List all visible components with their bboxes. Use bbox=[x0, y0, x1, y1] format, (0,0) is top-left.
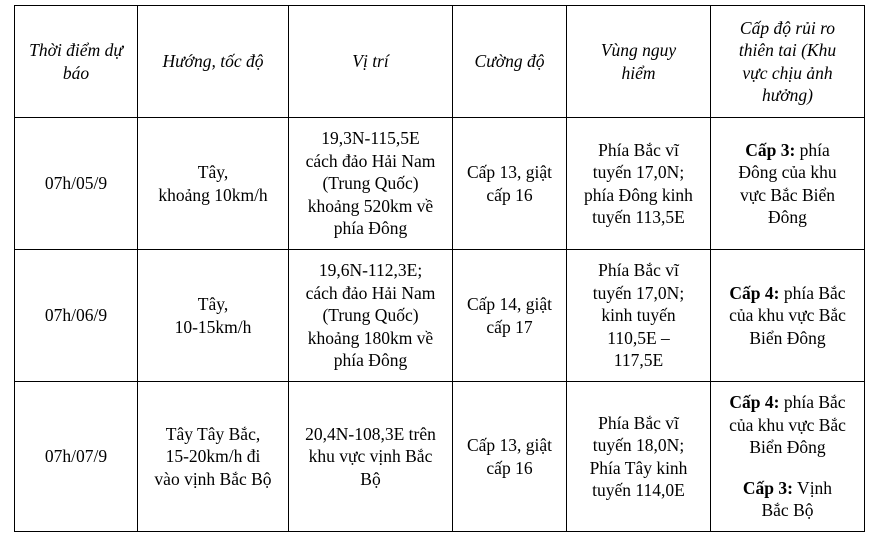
cell-time: 07h/07/9 bbox=[15, 382, 138, 532]
cell-text-line: Cấp 13, giật bbox=[466, 162, 553, 182]
cell-text-line: Tây, bbox=[197, 162, 229, 182]
cell-text-line: 19,6N-112,3E; bbox=[318, 260, 423, 281]
risk-level-line bbox=[715, 391, 860, 414]
cell-text-line: Hướng, tốc độ bbox=[162, 51, 264, 72]
header-direction-speed bbox=[138, 6, 289, 118]
cell-text-line: khoảng 180km về bbox=[307, 327, 434, 348]
risk-level-line bbox=[715, 477, 860, 500]
header-position bbox=[289, 6, 453, 118]
cell-text-line: cách đảo Hải Nam bbox=[305, 282, 436, 303]
cell-text-line: cấp 17 bbox=[486, 316, 533, 337]
cell-text-line: báo bbox=[62, 62, 90, 83]
cell-risk-level bbox=[711, 118, 865, 250]
cell-text-line: tuyến 17,0N; bbox=[592, 282, 685, 303]
cell-text-line: cách đảo Hải Nam bbox=[305, 150, 436, 171]
cell-text-line: Cường độ bbox=[474, 51, 545, 72]
cell-text-line: vực chịu ảnh bbox=[742, 62, 833, 83]
cell-risk-level bbox=[711, 382, 865, 532]
cell-danger-zone bbox=[567, 382, 711, 532]
cell-position bbox=[289, 250, 453, 382]
table-row bbox=[15, 250, 865, 382]
cell-text-line: (Trung Quốc) bbox=[322, 173, 419, 194]
cell-text-line: 20,4N-108,3E trên bbox=[305, 423, 436, 444]
header-time bbox=[15, 6, 138, 118]
cell-text-line: 15-20km/h đi bbox=[165, 446, 261, 467]
risk-block-gap bbox=[715, 459, 860, 477]
cell-text-line: 19,3N-115,5E bbox=[321, 128, 420, 149]
cell-intensity bbox=[453, 382, 567, 532]
cell-text-line: phía Đông kinh bbox=[584, 184, 693, 205]
cell-text-line: hưởng) bbox=[762, 85, 813, 105]
cell-position bbox=[289, 382, 453, 532]
cell-text-line: Tây Tây Bắc, bbox=[165, 423, 261, 444]
risk-level-line bbox=[715, 282, 860, 305]
cell-time: 07h/06/9 bbox=[15, 250, 138, 382]
cell-text-line: tuyến 17,0N; bbox=[592, 162, 685, 182]
cell-text-line: kinh tuyến bbox=[601, 305, 676, 326]
cell-danger-zone bbox=[567, 118, 711, 250]
cell-text-line: Phía Bắc vĩ bbox=[598, 139, 679, 160]
risk-area-line: của khu vực Bắc bbox=[729, 414, 846, 435]
cell-direction-speed bbox=[138, 250, 289, 382]
cell-text-line: Phía Bắc vĩ bbox=[598, 260, 679, 281]
cell-text-line: 117,5E bbox=[613, 350, 664, 371]
cell-text-line: hiểm bbox=[621, 62, 656, 83]
cell-text-line: Vùng nguy bbox=[600, 40, 677, 60]
risk-level-label: Cấp 4: bbox=[729, 392, 780, 413]
cell-text-line: 110,5E – bbox=[607, 327, 670, 348]
cell-text-line: thiên tai (Khu bbox=[738, 40, 837, 60]
cell-text-line: Bộ bbox=[360, 468, 381, 489]
risk-area-line: Đông bbox=[768, 207, 807, 227]
risk-area-line: Biển Đông bbox=[749, 327, 826, 348]
cell-text-line: Thời điểm dự bbox=[29, 40, 123, 60]
risk-level-label: Cấp 3: bbox=[742, 477, 793, 498]
storm-forecast-table bbox=[14, 5, 865, 532]
cell-text-line: khoảng 10km/h bbox=[158, 184, 268, 205]
cell-text-line: Cấp độ rủi ro bbox=[739, 17, 836, 38]
cell-danger-zone bbox=[567, 250, 711, 382]
risk-area-line: của khu vực Bắc bbox=[729, 305, 846, 326]
cell-direction-speed bbox=[138, 382, 289, 532]
cell-text-line: cấp 16 bbox=[486, 184, 533, 205]
cell-text-line: tuyến 113,5E bbox=[592, 207, 685, 227]
risk-level-text: Vịnh bbox=[793, 477, 833, 498]
risk-area-line: Đông của khu bbox=[738, 162, 837, 182]
cell-intensity bbox=[453, 250, 567, 382]
cell-text-line: phía Đông bbox=[333, 350, 408, 371]
risk-area-line: vực Bắc Biển bbox=[739, 184, 835, 205]
cell-text-line: Cấp 14, giật bbox=[466, 294, 553, 314]
cell-text-line: Phía Tây kinh bbox=[589, 457, 688, 478]
cell-text-line: Phía Bắc vĩ bbox=[598, 412, 679, 433]
cell-text-line: tuyến 18,0N; bbox=[592, 435, 685, 455]
cell-intensity bbox=[453, 118, 567, 250]
risk-level-label: Cấp 3: bbox=[745, 139, 796, 160]
cell-text-line: khoảng 520km về bbox=[307, 195, 434, 216]
risk-area-line: Bắc Bộ bbox=[761, 500, 814, 521]
cell-risk-level bbox=[711, 250, 865, 382]
cell-time: 07h/05/9 bbox=[15, 118, 138, 250]
risk-level-label: Cấp 4: bbox=[729, 282, 780, 303]
cell-text-line: cấp 16 bbox=[486, 457, 533, 478]
cell-text-line: 10-15km/h bbox=[174, 316, 252, 337]
risk-level-text: phía Bắc bbox=[779, 392, 846, 413]
cell-text-line: Vị trí bbox=[352, 51, 389, 72]
cell-text-line: (Trung Quốc) bbox=[322, 305, 419, 326]
cell-text-line: tuyến 114,0E bbox=[592, 480, 685, 500]
cell-text-line: Tây, bbox=[197, 294, 229, 314]
risk-area-line: Biển Đông bbox=[749, 437, 826, 458]
header-intensity bbox=[453, 6, 567, 118]
cell-text-line: vào vịnh Bắc Bộ bbox=[154, 468, 272, 489]
header-risk-level bbox=[711, 6, 865, 118]
cell-direction-speed bbox=[138, 118, 289, 250]
risk-level-text: phía bbox=[795, 139, 830, 160]
header-danger-zone bbox=[567, 6, 711, 118]
cell-text-line: khu vực vịnh Bắc bbox=[308, 446, 433, 467]
risk-level-line bbox=[715, 139, 860, 162]
cell-text-line: phía Đông bbox=[333, 218, 408, 239]
cell-position bbox=[289, 118, 453, 250]
table-row bbox=[15, 118, 865, 250]
table-row bbox=[15, 382, 865, 532]
risk-level-text: phía Bắc bbox=[779, 282, 846, 303]
cell-text-line: Cấp 13, giật bbox=[466, 435, 553, 455]
header-row bbox=[15, 6, 865, 118]
